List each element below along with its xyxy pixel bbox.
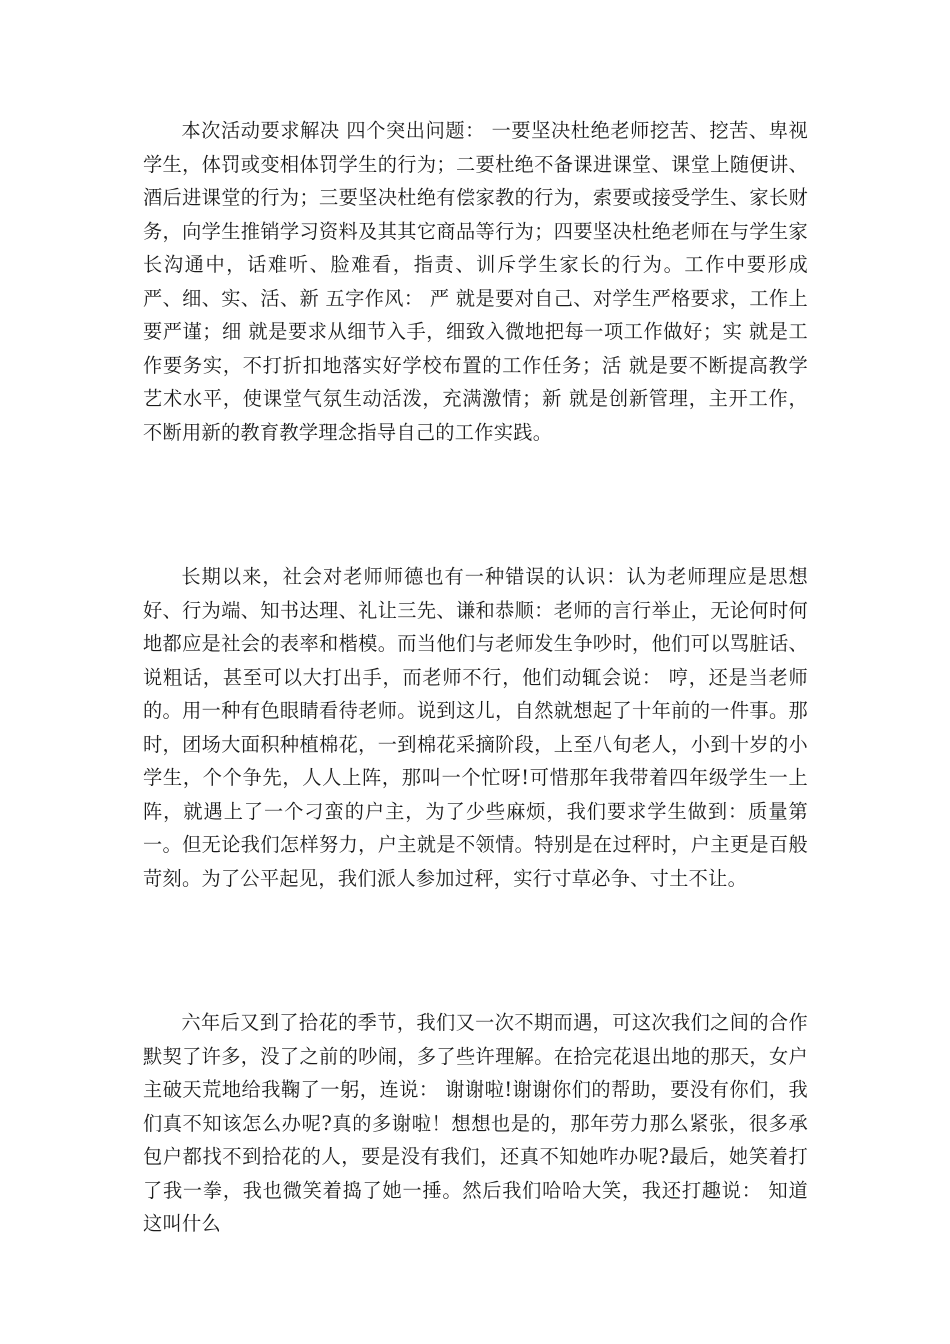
paragraph-activity-requirements: 本次活动要求解决 四个突出问题： 一要坚决杜绝老师挖苦、挖苦、卑视学生，体罚或变相体罚学生的行为；二要杜绝不备课进课堂、课堂上随便讲、酒后进课堂的行为；三要坚决杜绝有偿家教的行为，索要或接受学生、家长财务，向学生推销学习资料及其其它商品等行为；四要坚决杜绝老师在与学生家长沟通中，话难听、脸难看，指责、训斥学生家长的行为。工作中要形成 严、细、实、活、新 五字作风： 严 就是要对自己、对学生严格要求，工作上要严谨；细 就是要求从细节入手，细致入微地把每一项工作做好；实 就是工作要务实，不打折扣地落实好学校布置的工作任务；活 就是要不断提高教学艺术水平，使课堂气氛生动活泼，充满激情；新 就是创新管理，主开工作，不断用新的教育教学理念指导自己的工作实践。 [143, 119, 808, 444]
paragraph-cotton-picking-story: 六年后又到了拾花的季节，我们又一次不期而遇，可这次我们之间的合作默契了许多，没了之前的吵闹，多了些许理解。在拾完花退出地的那天，女户主破天荒地给我鞠了一躬，连说： 谢谢啦!谢谢你们的帮助，要没有你们，我们真不知该怎么办呢?真的多谢啦！想想也是的，那年劳力那么紧张，很多承包户都找不到拾花的人，要是没有我们，还真不知她咋办呢?最后，她笑着打了我一拳，我也微笑着捣了她一捶。然后我们哈哈大笑，我还打趣说： 知道这叫什么 [143, 1011, 808, 1235]
paragraph-teacher-ethics: 长期以来，社会对老师师德也有一种错误的认识：认为老师理应是思想好、行为端、知书达理、礼让三先、谦和恭顺：老师的言行举止，无论何时何地都应是社会的表率和楷模。而当他们与老师发生争吵时，他们可以骂脏话、说粗话，甚至可以大打出手，而老师不行，他们动辄会说： 哼，还是当老师的。用一种有色眼睛看待老师。说到这儿，自然就想起了十年前的一件事。那时，团场大面积种植棉花，一到棉花采摘阶段，上至八旬老人，小到十岁的小学生，个个争先，人人上阵，那叫一个忙呀!可惜那年我带着四年级学生一上阵，就遇上了一个刁蛮的户主，为了少些麻烦，我们要求学生做到：质量第一。但无论我们怎样努力，户主就是不领情。特别是在过秤时，户主更是百般苛刻。为了公平起见，我们派人参加过秤，实行寸草必争、寸土不让。 [143, 565, 808, 890]
